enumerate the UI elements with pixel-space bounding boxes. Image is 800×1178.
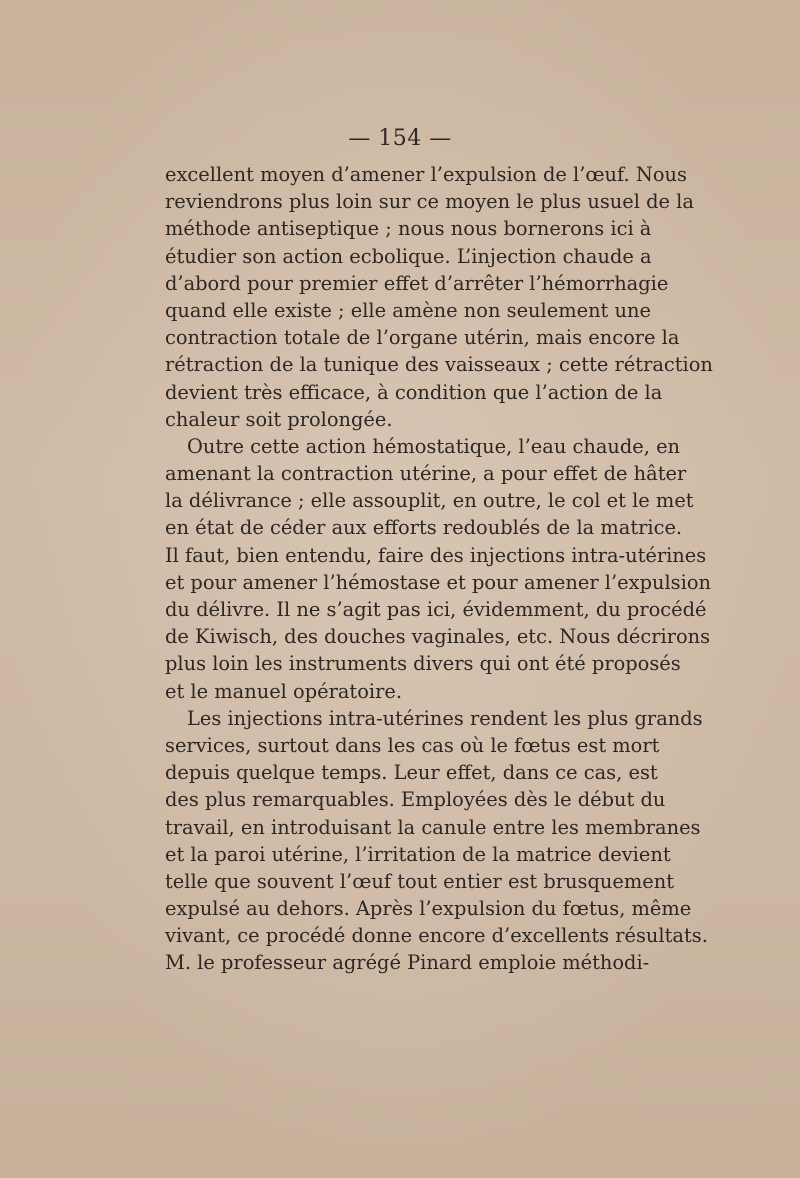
text-line: expulsé au dehors. Après l’expulsion du fœtus, même (165, 897, 692, 921)
text-line: M. le professeur agrégé Pinard emploie méthodi- (165, 951, 650, 975)
text-line: des plus remarquables. Employées dès le début du (165, 788, 666, 812)
text-line: plus loin les instruments divers qui ont été proposés (165, 652, 681, 676)
text-line: Outre cette action hémostatique, l’eau chaude, en (187, 434, 681, 458)
text-line: étudier son action ecbolique. L’injection chaude a (165, 244, 652, 268)
text-line: amenant la contraction utérine, a pour effet de hâter (165, 462, 687, 486)
body-text (165, 161, 713, 977)
text-line: telle que souvent l’œuf tout entier est brusquement (165, 869, 675, 893)
text-line: quand elle existe ; elle amène non seulement une (165, 298, 651, 322)
text-line: reviendrons plus loin sur ce moyen le plus usuel de la (165, 190, 694, 214)
text-line: et le manuel opératoire. (165, 679, 403, 703)
text-line: la délivrance ; elle assouplit, en outre, le col et le met (165, 489, 694, 513)
text-line: du délivre. Il ne s’agit pas ici, évidemment, du procédé (165, 598, 707, 621)
text-line: depuis quelque temps. Leur effet, dans ce cas, est (165, 761, 658, 785)
text-line: vivant, ce procédé donne encore d’excellents résultats. (165, 924, 708, 948)
text-line: Il faut, bien entendu, faire des injections intra-utérines (165, 543, 707, 567)
text-line: services, surtout dans les cas où le fœtus est mort (165, 733, 660, 757)
text-line: de Kiwisch, des douches vaginales, etc. Nous décrirons (165, 625, 711, 649)
text-line: méthode antiseptique ; nous nous bornerons ici à (165, 217, 652, 241)
text-line: Les injections intra-utérines rendent les plus grands (187, 706, 703, 730)
text-line: excellent moyen d’amener l’expulsion de l’œuf. Nous (165, 163, 687, 186)
text-line: en état de céder aux efforts redoublés de la matrice. (165, 516, 683, 540)
text-line: rétraction de la tunique des vaisseaux ; cette rétraction (165, 353, 713, 377)
text-line: et la paroi utérine, l’irritation de la matrice devient (165, 842, 671, 866)
text-line: contraction totale de l’organe utérin, mais encore la (165, 326, 680, 350)
text-line: travail, en introduisant la canule entre les membranes (165, 815, 701, 839)
text-line: d’abord pour premier effet d’arrêter l’hémorrhagie (165, 271, 669, 295)
text-line: et pour amener l’hémostase et pour amener l’expulsion (165, 570, 711, 594)
page-number: — 154 — (348, 126, 452, 151)
text-line: chaleur soit prolongée. (165, 407, 393, 431)
text-line: devient très efficace, à condition que l’action de la (165, 380, 663, 404)
